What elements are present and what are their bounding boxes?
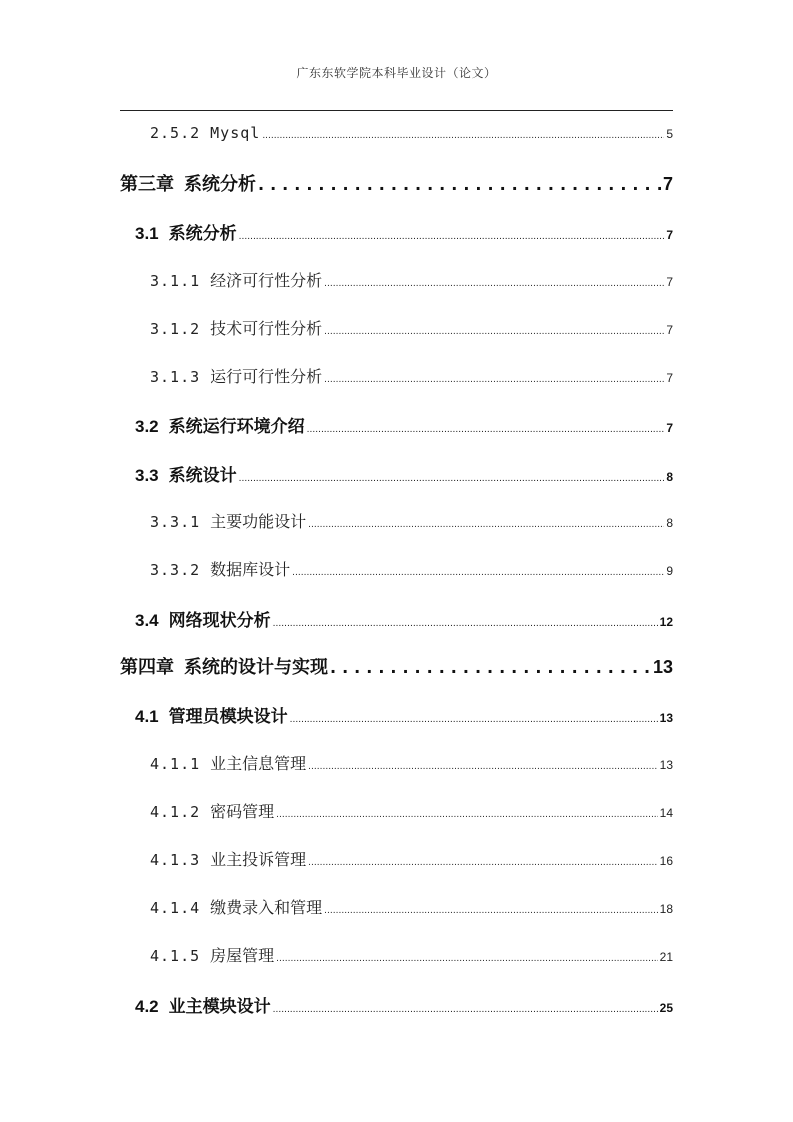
toc-number: 3.1.2 [150,320,201,338]
toc-leader [290,715,658,725]
toc-title: 管理员模块设计 [168,707,288,727]
toc-title: 系统的设计与实现 [184,657,328,678]
toc-title: 业主投诉管理 [210,850,307,869]
toc-title: 运行可行性分析 [210,367,323,386]
toc-page: 13 [659,711,673,725]
toc-title: 业主模块设计 [168,997,271,1017]
toc-entry[interactable] [135,219,673,244]
toc-leader [324,279,664,289]
toc-title: 密码管理 [210,802,275,821]
toc-page: 8 [666,470,673,484]
toc-entry[interactable] [150,847,673,870]
toc-leader [307,425,665,435]
toc-entry[interactable] [150,799,673,822]
toc-number: 4.1.3 [150,851,201,869]
toc-leader [308,762,657,772]
toc-title: 网络现状分析 [168,611,271,631]
toc-number: 第三章 [120,174,174,195]
toc-leader [292,568,664,578]
toc-entry[interactable] [150,124,673,142]
toc-entry[interactable] [150,268,673,291]
toc-entry[interactable] [150,316,673,339]
toc-number: 3.3.2 [150,561,201,579]
toc-page: 18 [659,902,673,916]
toc-leader [324,375,664,385]
toc-page: 8 [666,516,673,530]
toc-title: 房屋管理 [210,946,275,965]
toc-number: 3.1 [135,224,159,243]
toc-page: 7 [666,323,673,337]
toc-number: 3.1.1 [150,272,201,290]
toc-page: 7 [662,174,673,194]
toc-page: 16 [659,854,673,868]
toc-leader [308,520,664,530]
toc-page: 13 [652,657,673,677]
toc-number: 4.1.5 [150,947,201,965]
toc-leader [273,1005,658,1015]
toc-page: 7 [666,421,673,435]
toc-leader [330,658,651,677]
toc-number: 3.2 [135,417,159,436]
toc-leader [308,858,657,868]
toc-entry[interactable] [150,509,673,532]
toc-leader [276,954,657,964]
toc-title: Mysql [210,124,261,142]
toc-number: 4.2 [135,997,159,1016]
toc-title: 系统设计 [168,466,237,486]
toc-leader [239,232,665,242]
toc-number: 4.1.1 [150,755,201,773]
toc-entry[interactable] [135,461,673,486]
toc-leader [262,131,664,141]
toc-number: 3.1.3 [150,368,201,386]
header-rule [120,110,673,111]
toc-entry[interactable] [120,653,673,679]
toc-page: 14 [659,806,673,820]
toc-number: 4.1.4 [150,899,201,917]
page-header: 广东东软学院本科毕业设计（论文） [296,66,497,80]
toc-title: 系统运行环境介绍 [168,417,305,437]
toc-title: 系统分析 [184,174,256,195]
toc-page: 7 [666,275,673,289]
toc-entry[interactable] [150,943,673,966]
toc-title: 系统分析 [168,224,237,244]
toc-number: 3.3.1 [150,513,201,531]
toc-number: 2.5.2 [150,124,201,142]
toc-leader [239,474,665,484]
toc-title: 主要功能设计 [210,512,307,531]
toc-page: 21 [659,950,673,964]
toc-entry[interactable] [150,557,673,580]
toc-page: 7 [666,371,673,385]
toc-page: 7 [666,228,673,242]
toc-title: 技术可行性分析 [210,319,323,338]
toc-title: 业主信息管理 [210,754,307,773]
toc-page: 25 [659,1001,673,1015]
toc-leader [276,810,657,820]
toc-page: 12 [659,615,673,629]
toc-leader [258,175,661,194]
toc-page: 9 [666,564,673,578]
toc-title: 经济可行性分析 [210,271,323,290]
toc-title: 数据库设计 [210,560,291,579]
toc-number: 4.1 [135,707,159,726]
toc-entry[interactable] [150,895,673,918]
toc-page: 5 [666,127,673,141]
toc-number: 4.1.2 [150,803,201,821]
toc-leader [273,619,658,629]
toc-leader [324,327,664,337]
toc-entry[interactable] [150,364,673,387]
toc-leader [324,906,657,916]
toc-entry[interactable] [135,412,673,437]
toc-entry[interactable] [150,751,673,774]
toc-number: 3.3 [135,466,159,485]
toc-entry[interactable] [135,606,673,631]
toc-entry[interactable] [135,702,673,727]
toc-title: 缴费录入和管理 [210,898,323,917]
toc-page: 13 [659,758,673,772]
toc-number: 3.4 [135,611,159,630]
toc-entry[interactable] [135,992,673,1017]
toc-entry[interactable] [120,170,673,196]
toc-number: 第四章 [120,657,174,678]
